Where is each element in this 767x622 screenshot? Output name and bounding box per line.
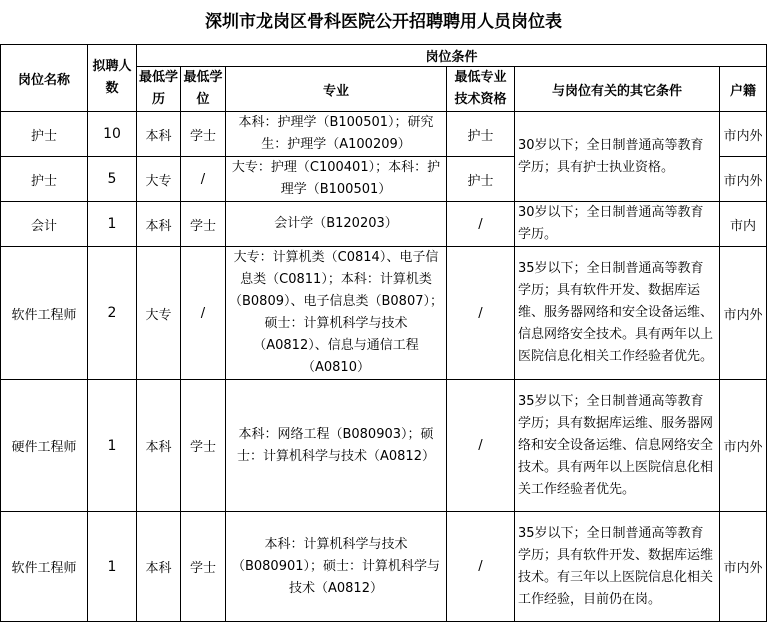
cell-quota: 1 (88, 512, 137, 622)
cell-major: 本科：护理学（B100501）；研究生：护理学（A100209） (226, 112, 447, 157)
header-household: 户籍 (720, 67, 767, 112)
cell-quota: 1 (88, 380, 137, 512)
cell-degree: 学士 (181, 112, 226, 157)
cell-household: 市内外 (720, 247, 767, 380)
page-title: 深圳市龙岗区骨科医院公开招聘聘用人员岗位表 (205, 12, 562, 32)
cell-other-conditions: 30岁以下；全日制普通高等教育学历；具有护士执业资格。 (515, 112, 720, 202)
header-quota: 拟聘人数 (88, 45, 137, 112)
position-table (0, 44, 767, 622)
cell-other-conditions: 35岁以下；全日制普通高等教育学历；具有软件开发、数据库运维技术。有三年以上医院信息化相关工作经验，目前仍在岗。 (515, 512, 720, 622)
cell-quota: 10 (88, 112, 137, 157)
cell-education: 本科 (137, 202, 181, 247)
cell-position-name: 会计 (1, 202, 88, 247)
cell-position-name: 硬件工程师 (1, 380, 88, 512)
cell-major: 本科：计算机科学与技术（B080901）；硕士：计算机科学与技术（A0812） (226, 512, 447, 622)
cell-position-name: 护士 (1, 112, 88, 157)
cell-qualification: 护士 (447, 157, 515, 202)
cell-education: 本科 (137, 380, 181, 512)
table-row (1, 247, 767, 380)
cell-other-conditions: 35岁以下；全日制普通高等教育学历；具有数据库运维、服务器网络和安全设备运维、信息网络安全技术。具有两年以上医院信息化相关工作经验者优先。 (515, 380, 720, 512)
cell-major: 大专：护理（C100401）；本科：护理学（B100501） (226, 157, 447, 202)
cell-position-name: 软件工程师 (1, 512, 88, 622)
table-row (1, 202, 767, 247)
cell-household: 市内外 (720, 380, 767, 512)
header-position-name: 岗位名称 (1, 45, 88, 112)
cell-degree: 学士 (181, 380, 226, 512)
cell-education: 本科 (137, 512, 181, 622)
cell-quota: 2 (88, 247, 137, 380)
cell-quota: 5 (88, 157, 137, 202)
header-min-qualification: 最低专业技术资格 (447, 67, 515, 112)
cell-degree: 学士 (181, 512, 226, 622)
header-min-degree: 最低学位 (181, 67, 226, 112)
cell-education: 本科 (137, 112, 181, 157)
cell-major: 本科：网络工程（B080903）；硕士：计算机科学与技术（A0812） (226, 380, 447, 512)
table-row (1, 512, 767, 622)
cell-quota: 1 (88, 202, 137, 247)
cell-position-name: 软件工程师 (1, 247, 88, 380)
cell-major: 大专：计算机类（C0814）、电子信息类（C0811）；本科：计算机类（B0809）、电子信息类（B0807）；硕士：计算机科学与技术（A0812）、信息与通信工程（A0810） (226, 247, 447, 380)
cell-degree: 学士 (181, 202, 226, 247)
cell-qualification: / (447, 247, 515, 380)
cell-degree: / (181, 157, 226, 202)
header-min-education: 最低学历 (137, 67, 181, 112)
header-row-1 (1, 45, 767, 67)
cell-qualification: 护士 (447, 112, 515, 157)
cell-position-name: 护士 (1, 157, 88, 202)
cell-other-conditions: 30岁以下；全日制普通高等教育学历。 (515, 202, 720, 247)
cell-household: 市内 (720, 202, 767, 247)
header-conditions: 岗位条件 (137, 45, 767, 67)
cell-household: 市内外 (720, 112, 767, 157)
cell-qualification: / (447, 380, 515, 512)
cell-degree: / (181, 247, 226, 380)
cell-household: 市内外 (720, 512, 767, 622)
cell-education: 大专 (137, 157, 181, 202)
table-row (1, 380, 767, 512)
cell-qualification: / (447, 202, 515, 247)
cell-household: 市内外 (720, 157, 767, 202)
table-row (1, 112, 767, 157)
cell-major: 会计学（B120203） (226, 202, 447, 247)
header-major: 专业 (226, 67, 447, 112)
cell-other-conditions: 35岁以下；全日制普通高等教育学历；具有软件开发、数据库运维、服务器网络和安全设备运维、信息网络安全技术。具有两年以上医院信息化相关工作经验者优先。 (515, 247, 720, 380)
header-other-conditions: 与岗位有关的其它条件 (515, 67, 720, 112)
cell-qualification: / (447, 512, 515, 622)
cell-education: 大专 (137, 247, 181, 380)
